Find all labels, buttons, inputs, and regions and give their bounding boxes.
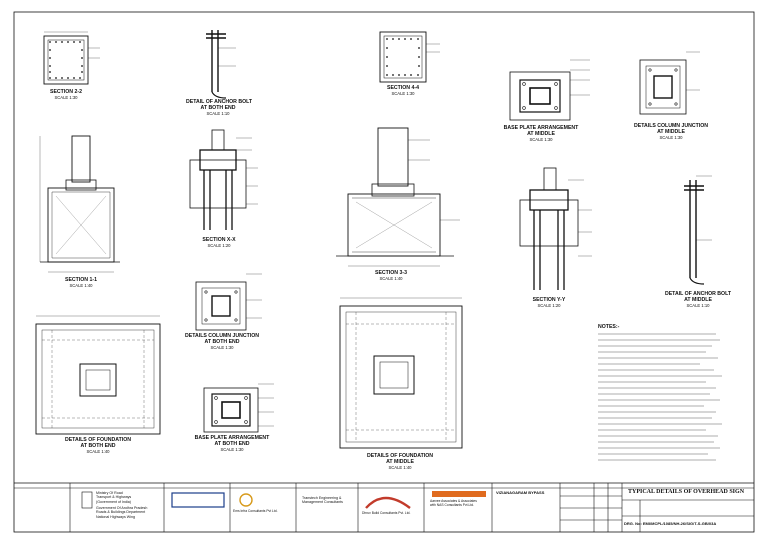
section-1-1-drawing: [40, 136, 120, 272]
base-plate-end-scale: SCALE 1:30: [220, 447, 244, 452]
base-plate-end-title: BASE PLATE ARRANGEMENT: [194, 435, 270, 441]
notes-lines: [598, 334, 722, 460]
client-line-1: Ministry Of Road: [96, 491, 123, 495]
column-junction-end-title: DETAILS COLUMN JUNCTION: [185, 333, 259, 339]
base-plate-middle-drawing: [510, 60, 590, 120]
section-3-3-drawing: [336, 128, 460, 266]
notes-heading: NOTES:-: [598, 324, 620, 330]
consultant-4-line-1: Aarvee Associates & Associates: [430, 499, 477, 503]
project-title: VIZIANAGARAM BYPASS: [496, 490, 545, 495]
consultant-2-line-2: Management Consultants: [302, 500, 343, 505]
section-3-3-title: SECTION 3-3: [375, 270, 407, 276]
column-junction-middle-scale: SCALE 1:30: [659, 135, 683, 140]
state-line-1: Government Of Andhra Pradesh: [96, 506, 148, 510]
foundation-middle-scale: SCALE 1:40: [388, 465, 412, 470]
client-block: [96, 491, 131, 504]
foundation-middle-title: DETAILS OF FOUNDATION: [366, 453, 434, 459]
column-junction-end-scale: SCALE 1:30: [210, 345, 234, 350]
base-plate-middle-sub: AT MIDDLE: [527, 131, 555, 137]
state-block: [96, 506, 147, 519]
column-junction-end-drawing: [196, 274, 262, 330]
column-junction-middle-drawing: [640, 52, 700, 114]
base-plate-end-sub: AT BOTH END: [214, 441, 250, 447]
base-plate-middle-title: BASE PLATE ARRANGEMENT: [503, 125, 579, 131]
consultant-4-block: [430, 500, 477, 508]
section-2-2-title: SECTION 2-2: [50, 89, 82, 95]
column-junction-middle-sub: AT MIDDLE: [657, 129, 685, 135]
consultant-2-line-1: Transtech Engineering &: [302, 496, 342, 500]
section-2-2-scale: SCALE 1:30: [54, 95, 78, 100]
section-y-y-title: SECTION Y-Y: [532, 297, 566, 303]
base-plate-end-drawing: [204, 384, 274, 432]
foundation-end-title: DETAILS OF FOUNDATION: [64, 437, 132, 443]
client-line-2: Transport & Highways: [96, 495, 132, 500]
consultant-2-block: [302, 496, 343, 505]
drawing-title: TYPICAL DETAILS OF OVERHEAD SIGN: [628, 489, 745, 495]
foundation-end-scale: SCALE 1:40: [86, 449, 110, 454]
base-plate-middle-scale: SCALE 1:30: [529, 137, 553, 142]
section-4-4-title: SECTION 4-4: [387, 85, 419, 91]
anchor-bolt-end-sub: AT BOTH END: [200, 105, 236, 111]
section-2-2-drawing: [44, 32, 100, 84]
section-3-3-scale: SCALE 1:40: [379, 276, 403, 281]
anchor-bolt-middle-scale: SCALE 1:10: [686, 303, 710, 308]
column-junction-end-sub: AT BOTH END: [204, 339, 240, 345]
foundation-middle-drawing: [340, 298, 462, 448]
section-4-4-scale: SCALE 1:30: [391, 91, 415, 96]
section-x-x-drawing: [190, 130, 258, 230]
state-line-2: Roads & Buildings Department: [96, 510, 146, 515]
consultant-4-line-2: with NAS Consultants Pvt.Ltd.: [430, 502, 474, 507]
consultant-3-name: Dhruv Build Consultants Pvt. Ltd.: [362, 511, 411, 515]
section-x-x-title: SECTION X-X: [202, 237, 236, 243]
anchor-bolt-end-drawing: [206, 30, 236, 98]
section-x-x-scale: SCALE 1:20: [207, 243, 231, 248]
consultant-1-name: Ems Infra Consultants Pvt Ltd.: [233, 509, 278, 513]
foundation-middle-sub: AT MIDDLE: [386, 459, 414, 465]
anchor-bolt-middle-sub: AT MIDDLE: [684, 297, 712, 303]
client-line-3: (Government of India): [96, 499, 131, 504]
anchor-bolt-end-scale: SCALE 1:10: [206, 111, 230, 116]
section-4-4-drawing: [380, 32, 440, 82]
column-junction-middle-title: DETAILS COLUMN JUNCTION: [634, 123, 708, 129]
state-line-3: National Highways Wing: [96, 514, 135, 519]
section-1-1-title: SECTION 1-1: [65, 277, 97, 283]
anchor-bolt-middle-title: DETAIL OF ANCHOR BOLT: [664, 291, 732, 297]
anchor-bolt-middle-drawing: [684, 176, 712, 284]
section-y-y-drawing: [520, 168, 592, 290]
anchor-bolt-end-title: DETAIL OF ANCHOR BOLT: [186, 99, 253, 105]
section-y-y-scale: SCALE 1:20: [537, 303, 561, 308]
foundation-end-drawing: [36, 316, 160, 434]
foundation-end-sub: AT BOTH END: [80, 443, 116, 449]
drawing-number: DRG. No: EMI/MCPL/1085/NH-26/SIG/T-S-GB/03A: [624, 521, 717, 526]
section-1-1-scale: SCALE 1:40: [69, 283, 93, 288]
